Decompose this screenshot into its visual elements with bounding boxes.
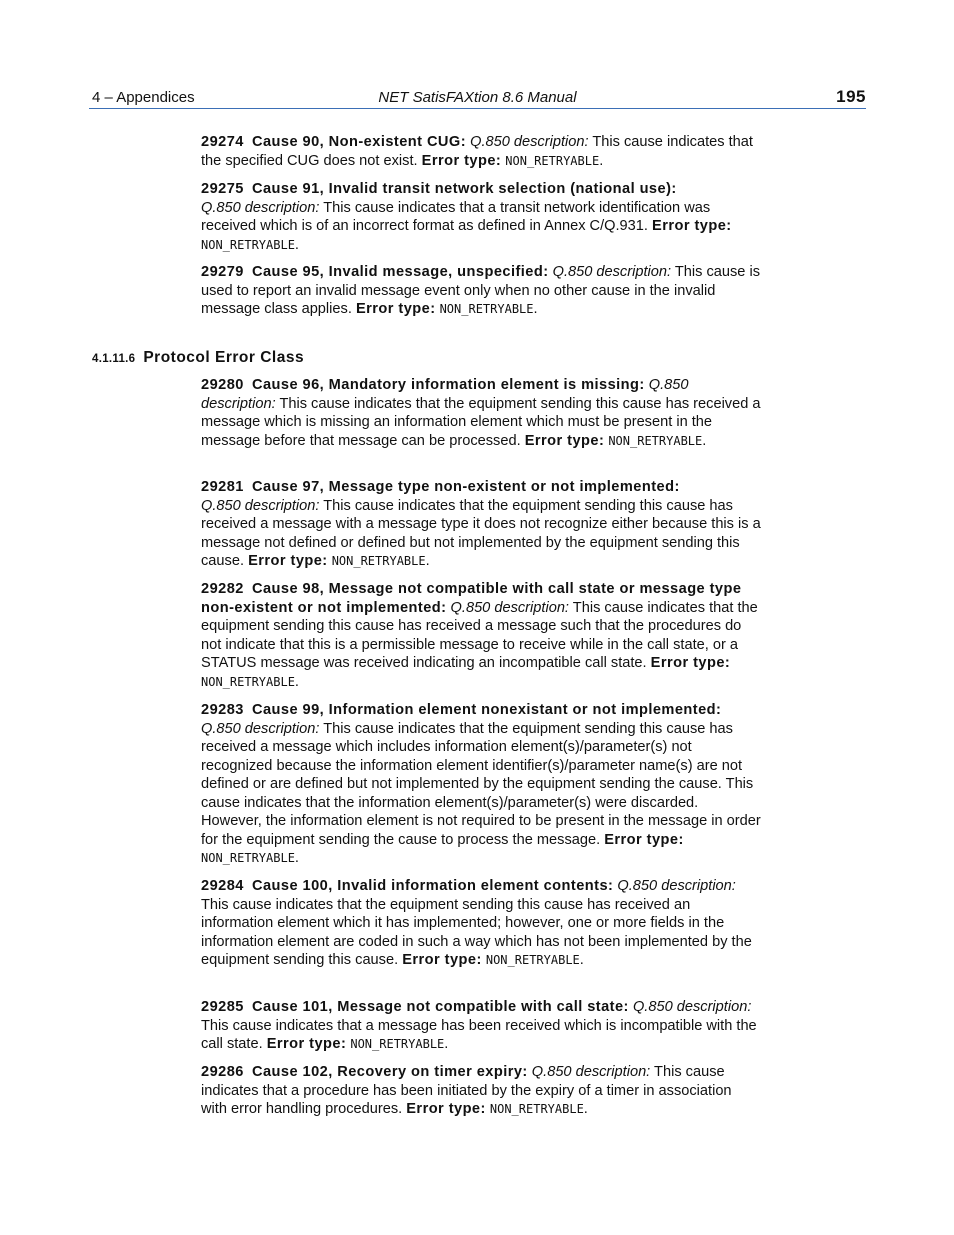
q850-label: Q.850 description: xyxy=(531,1064,651,1080)
error-title: Cause 98, Message not compatible with call state or message type non-existent or not implemented: xyxy=(201,581,742,616)
error-entry: 29285 Cause 101, Message not compatible with call state: Q.850 description: This cause indicates that a message has been received which is incompatible with the call state. Error type: NON_RETRYABLE. xyxy=(201,999,757,1052)
section-heading xyxy=(92,349,304,367)
q850-label: Q.850 description: xyxy=(201,377,689,412)
error-title: Cause 99, Information element nonexistant or not implemented: xyxy=(251,702,722,718)
manual-title: NET SatisFAXtion 8.6 Manual xyxy=(378,89,577,106)
error-description: This cause indicates that the equipment sending this cause has received a message which includes information element(s)/parameter(s) not recognized because the information element identifier(s)/parameter name(s) are not defined or are defined but not implemented by the equipment sending the cause. This cause indicates that the information element(s)/parameter(s) were discarded. However, the information element is not required to be present in the message in order for the equipment sending the cause to process the message. xyxy=(201,720,761,848)
error-entry: 29282 Cause 98, Message not compatible with call state or message type non-existent or not implemented: Q.850 description: This cause indicates that the equipment sending this cause has received a message such that the procedures do not indicate that this is a permissible message to receive while in the call state, or a STATUS message was received indicating an incompatible call state. Error type: NON_RETRYABLE. xyxy=(201,581,758,690)
error-code: 29280 xyxy=(201,377,244,393)
q850-label: Q.850 description: xyxy=(450,599,569,616)
q850-label: Q.850 description: xyxy=(552,264,672,280)
error-description: This cause indicates that a transit network identification was received which is of an incorrect format as defined in Annex C/Q.931. xyxy=(201,199,711,234)
error-type-value: NON_RETRYABLE xyxy=(331,554,426,568)
error-type-value: NON_RETRYABLE xyxy=(489,1102,584,1116)
error-description: This cause indicates that the equipment sending this cause has received an information element which it has implemented; however, one or more fields in the information element are coded in such a way which has not been implemented by the equipment sending this cause. xyxy=(201,896,752,968)
error-entry: 29284 Cause 100, Invalid information element contents: Q.850 description: This cause indicates that the equipment sending this cause has received an information element which it has implemented; however, one or more fields in the information element are coded in such a way which has not been implemented by the equipment sending this cause. Error type: NON_RETRYABLE. xyxy=(201,878,752,968)
error-title: Cause 100, Invalid information element contents: xyxy=(251,878,614,894)
error-title: Cause 95, Invalid message, unspecified: xyxy=(251,264,549,280)
error-entry: 29283 Cause 99, Information element nonexistant or not implemented: Q.850 description: This cause indicates that the equipment sending this cause has received a message which includes information element(s)/parameter(s) not recognized because the information element identifier(s)/parameter name(s) are not defined or are defined but not implemented by the equipment sending the cause. This cause indicates that the information element(s)/parameter(s) were discarded. However, the information element is not required to be present in the message in order for the equipment sending the cause to process the message. Error type: NON_RETRYABLE. xyxy=(201,702,761,866)
error-title: Cause 90, Non-existent CUG: xyxy=(251,134,467,150)
q850-label: Q.850 description: xyxy=(617,878,736,894)
error-type-value: NON_RETRYABLE xyxy=(439,302,534,316)
error-type-value: NON_RETRYABLE xyxy=(505,153,600,168)
error-description: This cause indicates that a message has been received which is incompatible with the call state. xyxy=(201,1017,757,1052)
error-entry: 29279 Cause 95, Invalid message, unspecified: Q.850 description: This cause is used to report an invalid message event only when no other cause in the invalid message class applies. Error type: NON_RETRYABLE. xyxy=(201,264,761,317)
error-title: Cause 96, Mandatory information element is missing: xyxy=(251,377,645,393)
error-type-value: NON_RETRYABLE xyxy=(350,1037,445,1051)
error-type-label: Error type: xyxy=(524,432,605,449)
error-entry: 29275 Cause 91, Invalid transit network selection (national use): Q.850 description: This cause indicates that a transit network identification was received which is of an incorrect format as defined in Annex C/Q.931. Error type: NON_RETRYABLE. xyxy=(201,181,732,253)
error-type-label: Error type: xyxy=(604,831,684,848)
section-title: Protocol Error Class xyxy=(143,349,305,366)
error-title: Cause 97, Message type non-existent or not implemented: xyxy=(251,479,680,495)
q850-label: Q.850 description: xyxy=(632,999,752,1015)
error-code: 29274 xyxy=(201,134,244,150)
error-title: Cause 102, Recovery on timer expiry: xyxy=(251,1064,528,1080)
error-type-value: NON_RETRYABLE xyxy=(201,237,295,252)
error-type-value: NON_RETRYABLE xyxy=(485,953,580,967)
q850-label: Q.850 description: xyxy=(201,497,320,514)
q850-label: Q.850 description: xyxy=(201,199,320,216)
error-type-label: Error type: xyxy=(248,553,328,569)
error-entry: 29281 Cause 97, Message type non-existent or not implemented: Q.850 description: This cause indicates that the equipment sending this cause has received a message with a message type it does not recognize either because this is a message not defined or defined but not implemented by the equipment sending this cause. Error type: NON_RETRYABLE. xyxy=(201,479,761,569)
error-type-value: NON_RETRYABLE xyxy=(608,433,703,448)
error-code: 29282 xyxy=(201,581,244,597)
error-entry: 29286 Cause 102, Recovery on timer expiry: Q.850 description: This cause indicates that a procedure has been initiated by the expiry of a timer in association with error handling procedures. Error type: NON_RETRYABLE. xyxy=(201,1064,732,1117)
error-title: Cause 91, Invalid transit network selection (national use): xyxy=(251,181,677,197)
page-header xyxy=(89,88,866,109)
error-description: This cause indicates that the equipment sending this cause has received a message which is missing an information element which must be present in the message before that message can be processed. xyxy=(201,395,761,449)
error-code: 29283 xyxy=(201,702,244,718)
error-entry: 29274 Cause 90, Non-existent CUG: Q.850 description: This cause indicates that the specified CUG does not exist. Error type: NON_RETRYABLE. xyxy=(201,134,753,169)
error-code: 29285 xyxy=(201,999,244,1015)
error-type-label: Error type: xyxy=(406,1101,486,1117)
error-entry: 29280 Cause 96, Mandatory information element is missing: Q.850 description: This cause indicates that the equipment sending this cause has received a message which is missing an information element which must be present in the message before that message can be processed. Error type: NON_RETRYABLE. xyxy=(201,377,761,449)
error-type-value: NON_RETRYABLE xyxy=(201,674,295,689)
error-type-value: NON_RETRYABLE xyxy=(201,851,295,865)
error-description: This cause indicates that the equipment sending this cause has received a message such that the procedures do not indicate that this is a permissible message to receive while in the call state, or a STATUS message was received indicating an incompatible call state. xyxy=(201,599,758,671)
chapter-title: 4 – Appendices xyxy=(92,89,195,106)
error-type-label: Error type: xyxy=(266,1036,347,1052)
error-code: 29286 xyxy=(201,1064,244,1080)
error-title: Cause 101, Message not compatible with call state: xyxy=(251,999,629,1015)
q850-label: Q.850 description: xyxy=(470,134,589,150)
error-type-label: Error type: xyxy=(650,655,731,671)
error-description: This cause indicates that a procedure has been initiated by the expiry of a timer in association with error handling procedures. xyxy=(201,1064,732,1117)
q850-label: Q.850 description: xyxy=(201,720,320,737)
error-description: This cause is used to report an invalid message event only when no other cause in the invalid message class applies. xyxy=(201,264,761,317)
error-code: 29275 xyxy=(201,181,244,197)
error-description: This cause indicates that the specified CUG does not exist. xyxy=(201,134,753,169)
error-description: This cause indicates that the equipment sending this cause has received a message with a message type it does not recognize either because this is a message not defined or defined but not implemented by the equipment sending this cause. xyxy=(201,497,761,569)
error-type-label: Error type: xyxy=(421,152,502,169)
error-type-label: Error type: xyxy=(402,952,482,968)
page-number: 195 xyxy=(836,87,866,106)
error-code: 29281 xyxy=(201,479,244,495)
error-type-label: Error type: xyxy=(652,218,732,234)
error-code: 29279 xyxy=(201,264,244,280)
error-code: 29284 xyxy=(201,878,244,894)
section-number: 4.1.11.6 xyxy=(92,353,136,365)
error-type-label: Error type: xyxy=(355,301,436,317)
